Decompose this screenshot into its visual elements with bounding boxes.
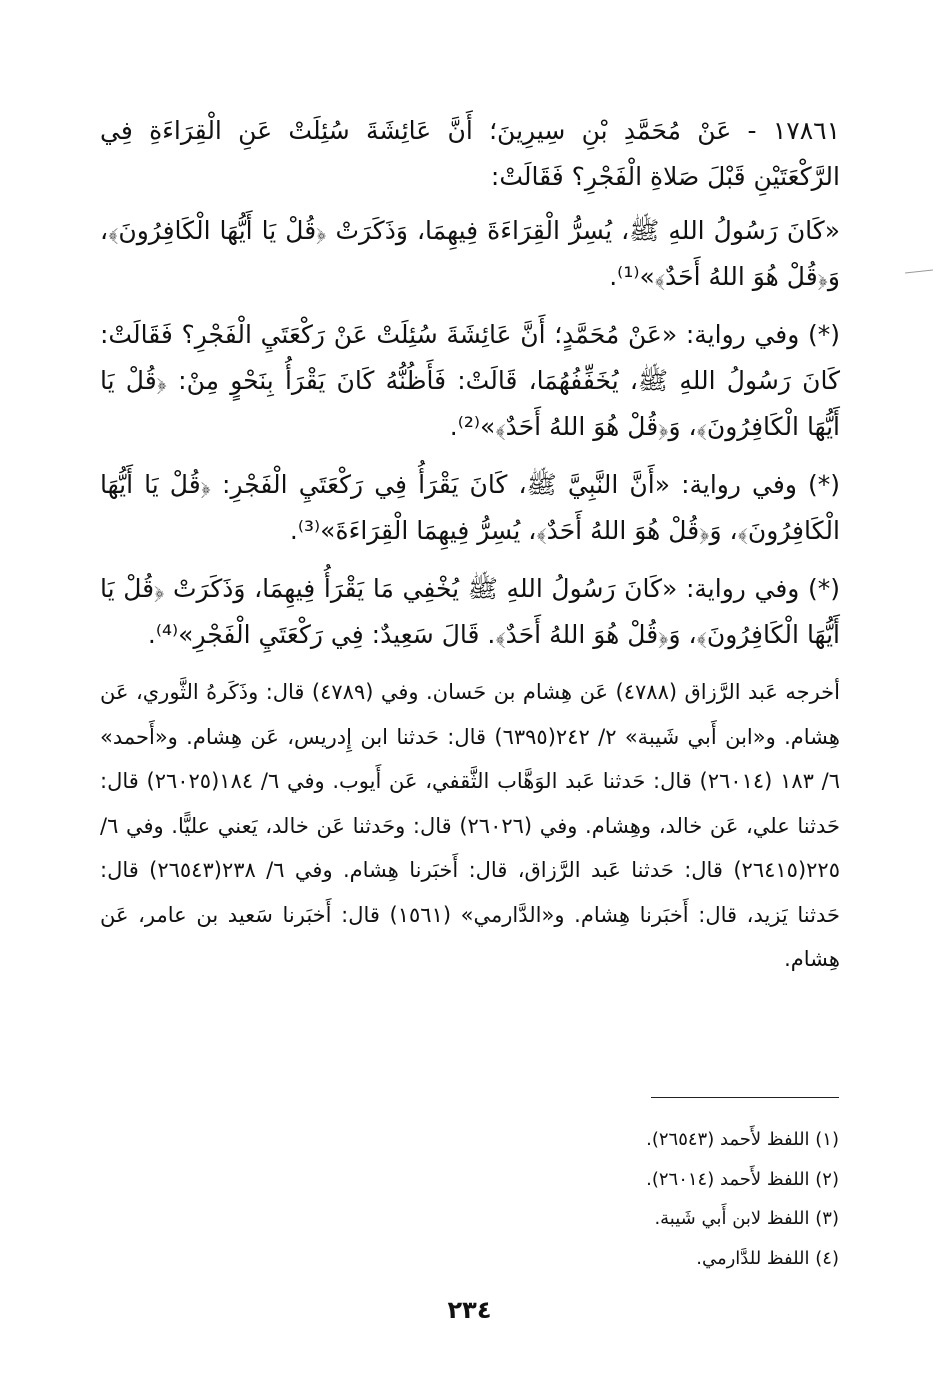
margin-scan-mark (905, 270, 933, 274)
footnote-divider (651, 1097, 839, 1098)
hadith-riwaya-2: (*) وفي رواية: «أَنَّ النَّبِيَّ ﷺ، كَانَ يَقْرَأُ فِي رَكْعَتَيِ الْفَجْرِ: ﴿قُلْ يَا أَيُّهَا الْكَافِرُونَ﴾، وَ﴿قُلْ هُوَ اللهُ أَحَدٌ﴾، يُسِرُّ فِيهِمَا الْقِرَاءَةَ»⁽³⁾. (100, 470, 840, 545)
footnote-1: (١) اللفظ لأَحمد (٢٦٥٤٣). (646, 1129, 839, 1150)
footnote-4: (٤) اللفظ للدَّارمي. (696, 1247, 839, 1269)
footnote-2: (٢) اللفظ لأَحمد (٢٦٠١٤). (646, 1168, 839, 1190)
page-number: ٢٣٤ (447, 1296, 492, 1324)
footnote-3: (٣) اللفظ لابن أَبي شَيبة. (654, 1208, 839, 1229)
page-body (100, 108, 840, 982)
hadith-riwaya-1: (*) وفي رواية: «عَنْ مُحَمَّدٍ؛ أَنَّ عَائِشَةَ سُئِلَتْ عَنْ رَكْعَتَيِ الْفَجْرِ؟ فَقَالَتْ: كَانَ رَسُولُ اللهِ ﷺ، يُخَفِّفُهُمَا، قَالَتْ: فَأَظُنُّهُ كَانَ يَقْرَأُ بِنَحْوٍ مِنْ: ﴿قُلْ يَا أَيُّهَا الْكَافِرُونَ﴾، وَ﴿قُلْ هُوَ اللهُ أَحَدٌ﴾»⁽²⁾. (100, 320, 840, 441)
footnotes (99, 1120, 839, 1278)
takhrij-paragraph: أخرجه عَبد الرَّزاق (٤٧٨٨) عَن هِشام بن حَسان. وفي (٤٧٨٩) قال: وذَكَرهُ الثَّوري، عَن هِشام. و«ابن أَبي شَيبة» ٢/ ٢٤٢(٦٣٩٥) قال: حَدثنا ابن إِدريس، عَن هِشام. و«أَحمد» ٦/ ١٨٣ (٢٦٠١٤) قال: حَدثنا عَبد الوَهَّاب الثَّقفي، عَن أَيوب. وفي ٦/ ١٨٤(٢٦٠٢٥) قال: حَدثنا علي، عَن خالد، وهِشام. وفي (٢٦٠٢٦) قال: وحَدثنا عَن خالد، يَعني عليًّا. وفي ٦/ ٢٢٥(٢٦٤١٥) قال: حَدثنا عَبد الرَّزاق، قال: أَخبَرنا هِشام. وفي ٦/ ٢٣٨(٢٦٥٤٣) قال: حَدثنا يَزيد، قال: أَخبَرنا هِشام. و«الدَّارمي» (١٥٦١) قال: أَخبَرنا سَعيد بن عامر، عَن هِشام. (100, 680, 841, 971)
hadith-riwaya-3: (*) وفي رواية: «كَانَ رَسُولُ اللهِ ﷺ يُخْفِي مَا يَقْرَأُ فِيهِمَا، وَذَكَرَتْ ﴿قُلْ يَا أَيُّهَا الْكَافِرُونَ﴾، وَ﴿قُلْ هُوَ اللهُ أَحَدٌ﴾. قَالَ سَعِيدٌ: فِي رَكْعَتَيِ الْفَجْرِ»⁽⁴⁾. (100, 574, 840, 649)
hadith-main-isnad: ١٧٨٦١ - عَنْ مُحَمَّدِ بْنِ سِيرِينَ؛ أَنَّ عَائِشَةَ سُئِلَتْ عَنِ الْقِرَاءَةِ فِي الرَّكْعَتَيْنِ قَبْلَ صَلاةِ الْفَجْرِ؟ فَقَالَتْ: (100, 116, 840, 191)
hadith-main-matn: «كَانَ رَسُولُ اللهِ ﷺ، يُسِرُّ الْقِرَاءَةَ فِيهِمَا، وَذَكَرَتْ ﴿قُلْ يَا أَيُّهَا الْكَافِرُونَ﴾، وَ﴿قُلْ هُوَ اللهُ أَحَدٌ﴾»⁽¹⁾. (100, 216, 840, 291)
